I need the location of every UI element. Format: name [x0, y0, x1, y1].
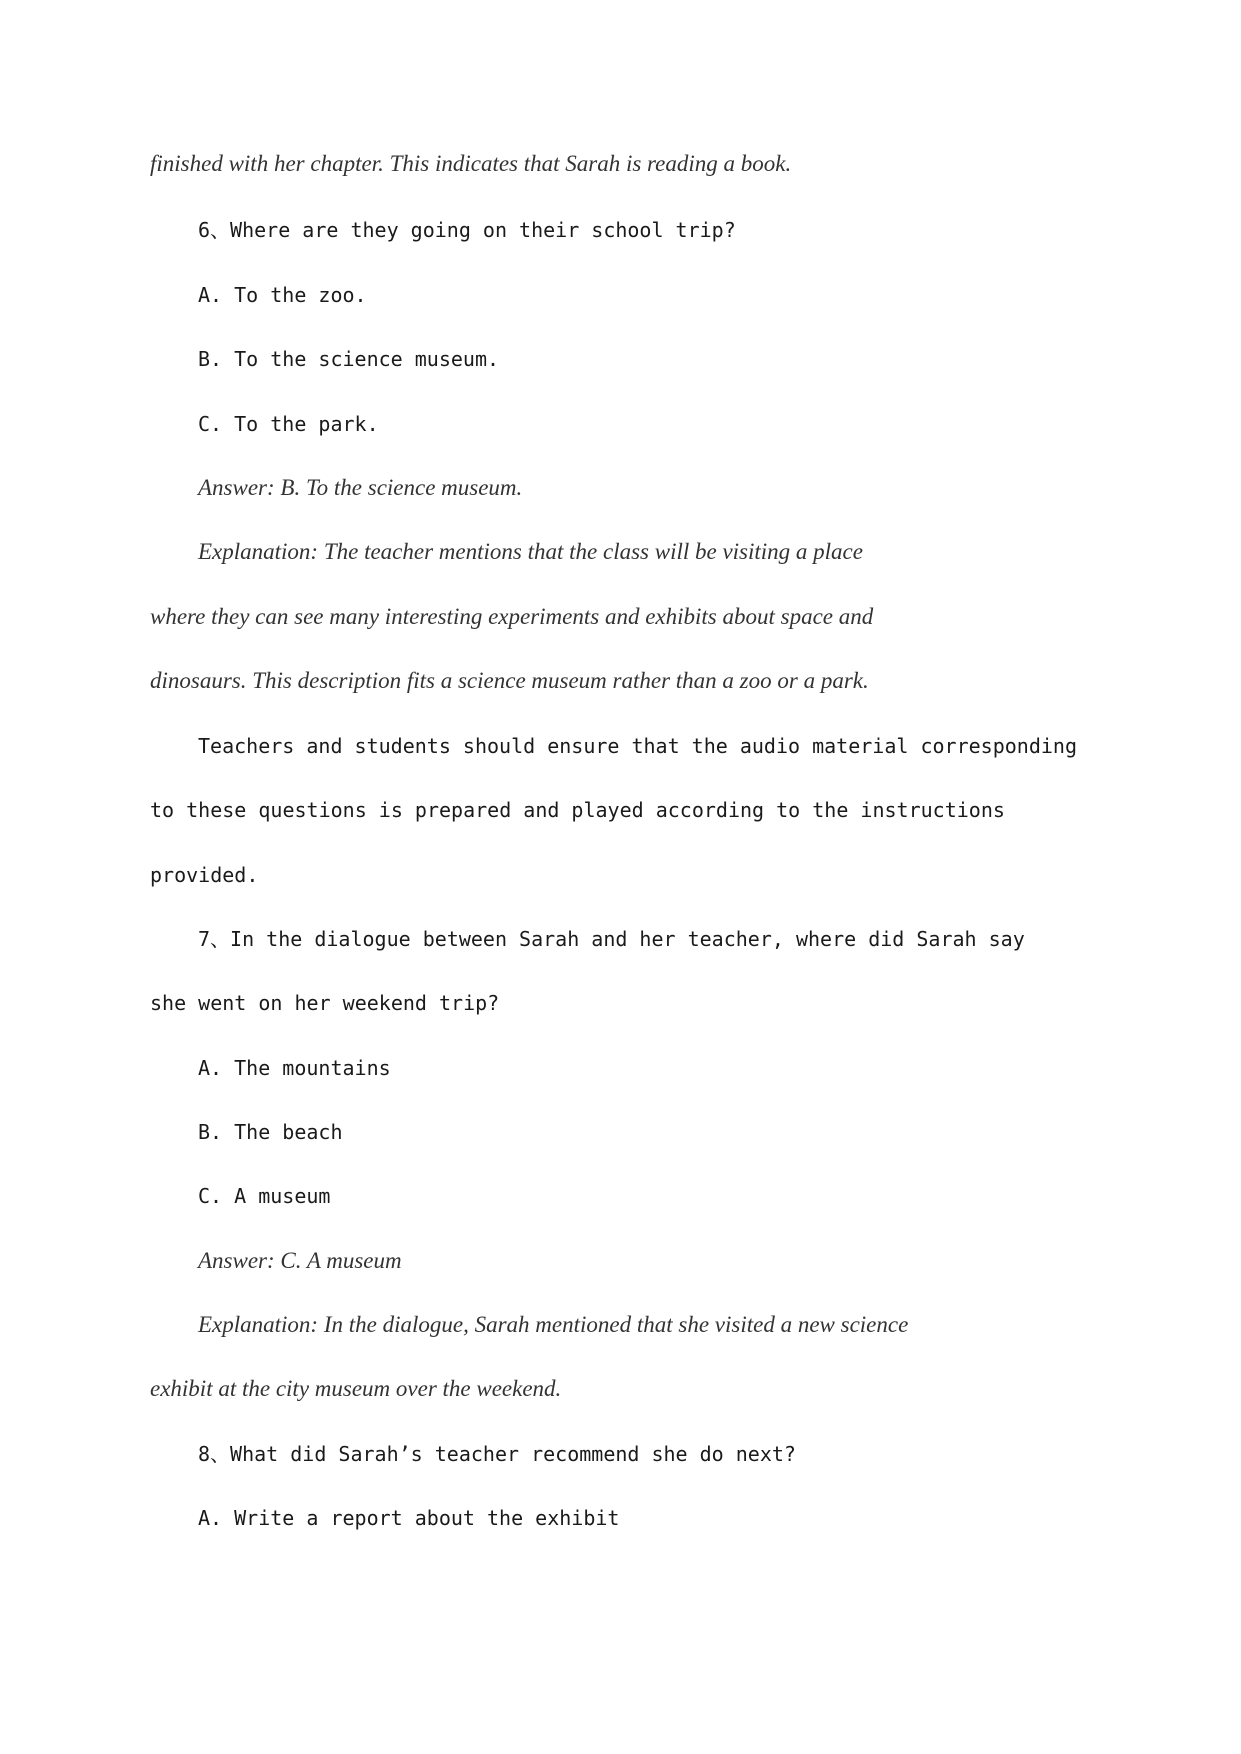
- instructions-note-line-3: provided.: [150, 863, 259, 887]
- question-6-explanation-line-3: dinosaurs. This description fits a science museum rather than a zoo or a park.: [150, 668, 869, 693]
- question-7-option-c: C. A museum: [198, 1184, 331, 1208]
- question-6: 6、Where are they going on their school trip?: [198, 218, 736, 242]
- question-7-answer: Answer: C. A museum: [198, 1248, 402, 1273]
- question-6-answer: Answer: B. To the science museum.: [198, 475, 523, 500]
- question-6-explanation-line-1: Explanation: The teacher mentions that the class will be visiting a place: [198, 539, 863, 564]
- question-6-explanation-line-2: where they can see many interesting experiments and exhibits about space and: [150, 604, 874, 629]
- instructions-note-line-1: Teachers and students should ensure that the audio material corresponding: [198, 734, 1077, 758]
- question-8: 8、What did Sarah’s teacher recommend she do next?: [198, 1442, 796, 1466]
- explanation-5-continuation: finished with her chapter. This indicates that Sarah is reading a book.: [150, 151, 792, 176]
- question-7-option-b: B. The beach: [198, 1120, 343, 1144]
- question-7-line-1: 7、In the dialogue between Sarah and her teacher, where did Sarah say: [198, 927, 1025, 951]
- instructions-note-line-2: to these questions is prepared and played according to the instructions: [150, 798, 1005, 822]
- question-7-option-a: A. The mountains: [198, 1056, 391, 1080]
- question-7-line-2: she went on her weekend trip?: [150, 991, 500, 1015]
- question-6-option-a: A. To the zoo.: [198, 283, 367, 307]
- question-8-option-a: A. Write a report about the exhibit: [198, 1506, 620, 1530]
- question-6-option-c: C. To the park.: [198, 412, 379, 436]
- question-7-explanation-line-1: Explanation: In the dialogue, Sarah mentioned that she visited a new science: [198, 1312, 909, 1337]
- question-6-option-b: B. To the science museum.: [198, 347, 500, 371]
- question-7-explanation-line-2: exhibit at the city museum over the weekend.: [150, 1376, 562, 1401]
